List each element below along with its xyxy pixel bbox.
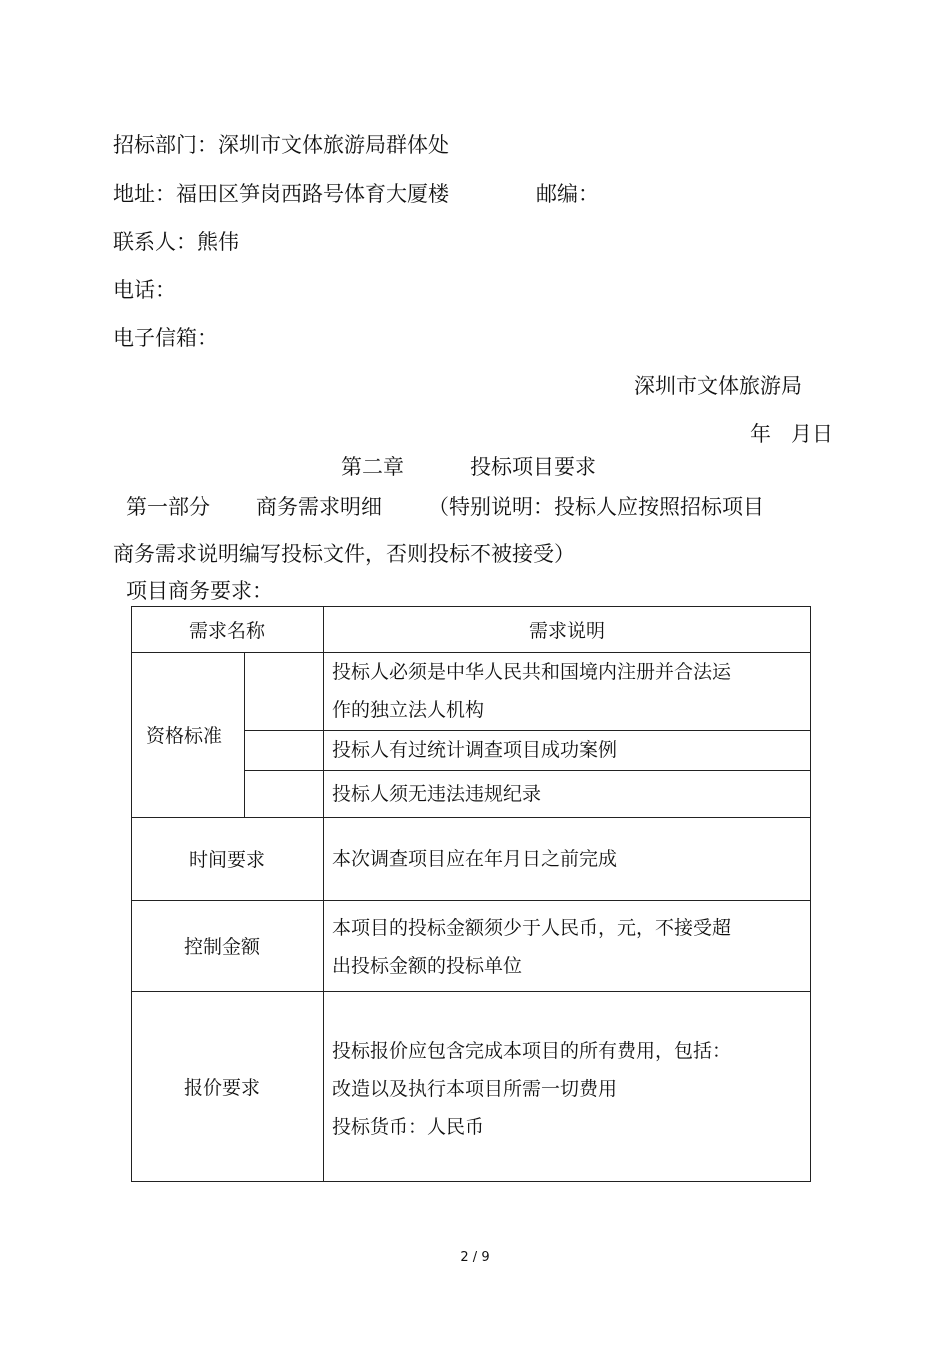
table-border-bottom bbox=[131, 1181, 811, 1182]
chapter-number: 第二章 bbox=[341, 455, 404, 479]
table-divider-sub bbox=[244, 652, 245, 817]
section-note-line2: 商务需求说明编写投标文件，否则投标不被接受） bbox=[113, 542, 575, 566]
table-header-desc: 需求说明 bbox=[528, 619, 605, 642]
row-name-amount: 控制金额 bbox=[183, 936, 260, 958]
postcode-line: 邮编： bbox=[536, 182, 599, 206]
table-header-name: 需求名称 bbox=[188, 619, 265, 642]
requirements-table bbox=[131, 606, 811, 1182]
table-divider-qual-2 bbox=[244, 770, 811, 771]
row-desc-amount-line-2: 出投标金额的投标单位 bbox=[332, 955, 523, 977]
contact-line: 联系人：熊伟 bbox=[113, 230, 239, 254]
row-desc-quotation bbox=[332, 1032, 731, 1146]
department-line: 招标部门：深圳市文体旅游局群体处 bbox=[113, 133, 449, 157]
section-title: 商务需求明细 bbox=[256, 495, 382, 519]
row-desc-quotation-line-3: 投标货币：人民币 bbox=[332, 1116, 485, 1138]
qualification-item-3 bbox=[332, 775, 541, 813]
row-desc-amount-line-1: 本项目的投标金额须少于人民币，元，不接受超 bbox=[332, 917, 732, 939]
chapter-title: 投标项目要求 bbox=[470, 455, 596, 479]
signature-org: 深圳市文体旅游局 bbox=[634, 374, 802, 398]
qualification-item-2 bbox=[332, 731, 617, 769]
qualification-item-1-line-1: 投标人必须是中华人民共和国境内注册并合法运 bbox=[332, 661, 732, 683]
section-part: 第一部分 bbox=[126, 495, 210, 519]
email-line: 电子信箱： bbox=[113, 326, 218, 350]
qualification-item-2-line-1: 投标人有过统计调查项目成功案例 bbox=[332, 739, 618, 761]
table-caption: 项目商务要求： bbox=[126, 579, 273, 603]
row-name-time: 时间要求 bbox=[188, 849, 265, 871]
table-divider-main bbox=[323, 606, 324, 1182]
table-border-right bbox=[810, 606, 811, 1182]
row-desc-quotation-line-2: 改造以及执行本项目所需一切费用 bbox=[332, 1078, 618, 1100]
row-name-qualification: 资格标准 bbox=[145, 725, 222, 747]
row-desc-amount bbox=[332, 909, 731, 985]
address-line: 地址：福田区笋岗西路号体育大厦楼 bbox=[113, 182, 449, 206]
qualification-item-3-line-1: 投标人须无违法违规纪录 bbox=[332, 783, 542, 805]
row-desc-time-line-1: 本次调查项目应在年月日之前完成 bbox=[332, 848, 618, 870]
qualification-item-1 bbox=[332, 653, 731, 729]
row-desc-quotation-line-1: 投标报价应包含完成本项目的所有费用，包括： bbox=[332, 1040, 732, 1062]
row-desc-time bbox=[332, 840, 617, 878]
page-number: 2 / 9 bbox=[460, 1250, 490, 1265]
signature-date: 年 月日 bbox=[750, 422, 834, 446]
qualification-item-1-line-2: 作的独立法人机构 bbox=[332, 699, 485, 721]
phone-line: 电话： bbox=[113, 278, 176, 302]
row-name-quotation: 报价要求 bbox=[183, 1076, 260, 1099]
section-note-line1: （特别说明：投标人应按照招标项目 bbox=[428, 495, 764, 519]
